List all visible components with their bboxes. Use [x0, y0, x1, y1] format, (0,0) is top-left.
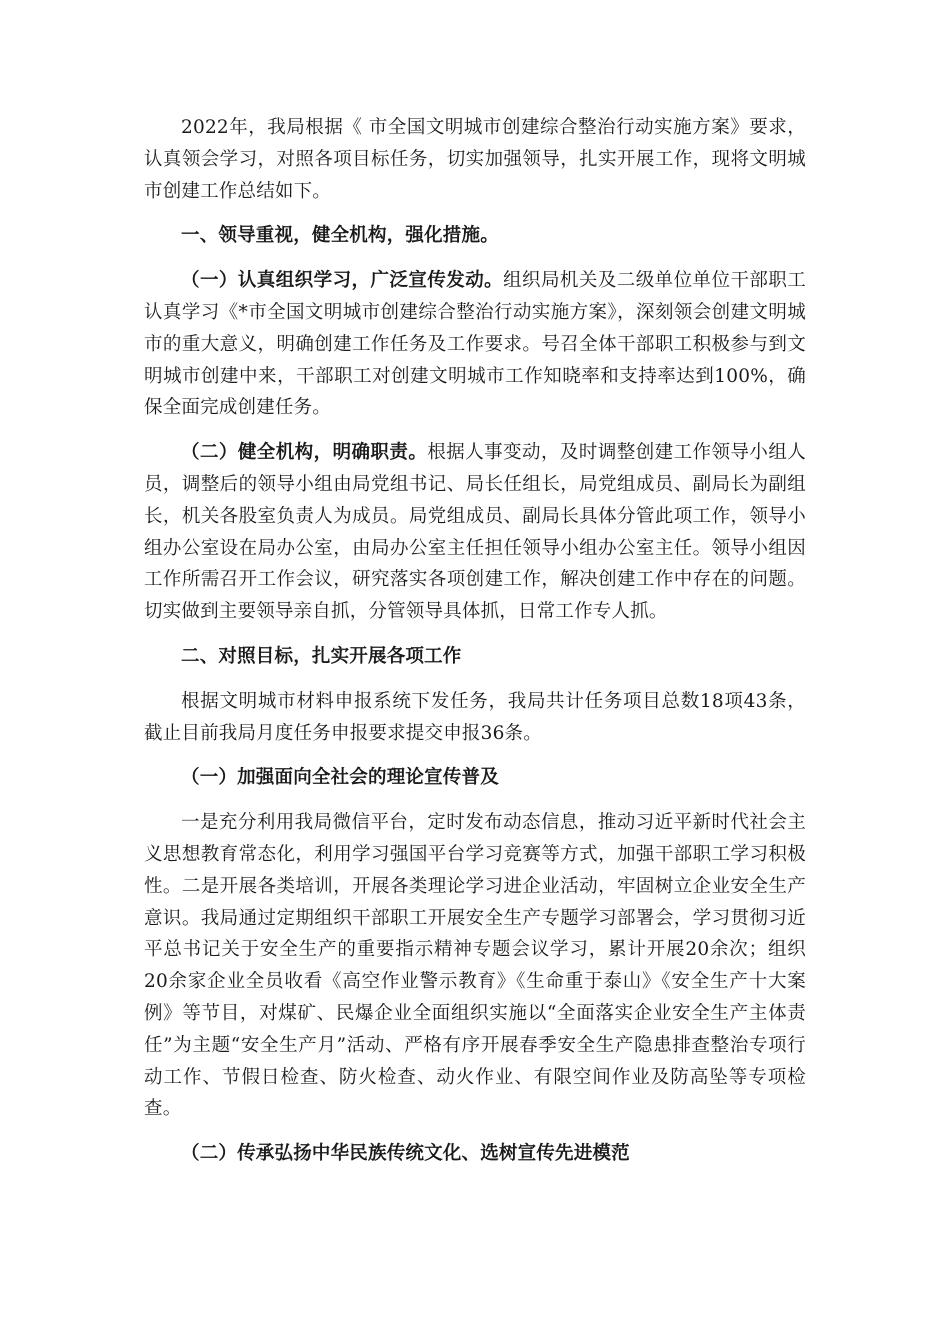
intro-paragraph: 2022年，我局根据《 市全国文明城市创建综合整治行动实施方案》要求，认真领会学习，对照各项目标任务，切实加强领导，扎实开展工作，现将文明城市创建工作总结如下。 [144, 117, 806, 202]
section-1-paragraph-2-lead: （二）健全机构，明确职责。 [181, 442, 428, 464]
section-1-heading: 一、领导重视，健全机构，强化措施。 [181, 225, 499, 247]
section-2-sub-1-body: 一是充分利用我局微信平台，定时发布动态信息，推动习近平新时代社会主义思想教育常态化，利用学习强国平台学习竞赛等方式，加强干部职工学习积极性。二是开展各类培训，开展各类理论学习进企业活动，牢固树立企业安全生产意识。我局通过定期组织干部职工开展安全生产专题学习部署会，学习贯彻习近平总书记关于安全生产的重要指示精神专题会议学习，累计开展20余次；组织20余家企业全员收看《高空作业警示教育》《生命重于泰山》《安全生产十大案例》等节目，对煤矿、民爆企业全面组织实施以“全面落实企业安全生产主体责任”为主题“安全生产月”活动、严格有序开展春季安全生产隐患排查整治专项行动工作、节假日检查、防火检查、动火作业、有限空间作业及防高坠等专项检查。 [144, 812, 806, 1120]
section-2-intro: 根据文明城市材料申报系统下发任务，我局共计任务项目总数18项43条，截止目前我局月度任务申报要求提交申报36条。 [144, 690, 806, 744]
section-1-paragraph-2 [144, 437, 806, 628]
section-2-sub-1-heading: （一）加强面向全社会的理论宣传普及 [181, 767, 499, 789]
section-1-paragraph-1 [144, 265, 806, 424]
document-page [144, 112, 806, 1170]
section-2-heading: 二、对照目标，扎实开展各项工作 [181, 645, 462, 667]
section-1-paragraph-2-body: 根据人事变动，及时调整创建工作领导小组人员，调整后的领导小组由局党组书记、局长任组长，局党组成员、副局长为副组长，机关各股室负责人为成员。局党组成员、副局长具体分管此项工作，领导小组办公室设在局办公室，由局办公室主任担任领导小组办公室主任。领导小组因工作所需召开工作会议，研究落实各项创建工作，解决创建工作中存在的问题。切实做到主要领导亲自抓，分管领导具体抓，日常工作专人抓。 [144, 442, 806, 623]
section-1-paragraph-1-lead: （一）认真组织学习，广泛宣传发动。 [181, 270, 504, 292]
section-1-paragraph-1-body: 组织局机关及二级单位单位干部职工认真学习《*市全国文明城市创建综合整治行动实施方案》，深刻领会创建文明城市的重大意义，明确创建工作任务及工作要求。号召全体干部职工积极参与到文明城市创建中来，干部职工对创建文明城市工作知晓率和支持率达到100%，确保全面完成创建任务。 [144, 270, 806, 419]
section-2-sub-2-heading: （二）传承弘扬中华民族传统文化、选树宣传先进模范 [181, 1143, 630, 1165]
